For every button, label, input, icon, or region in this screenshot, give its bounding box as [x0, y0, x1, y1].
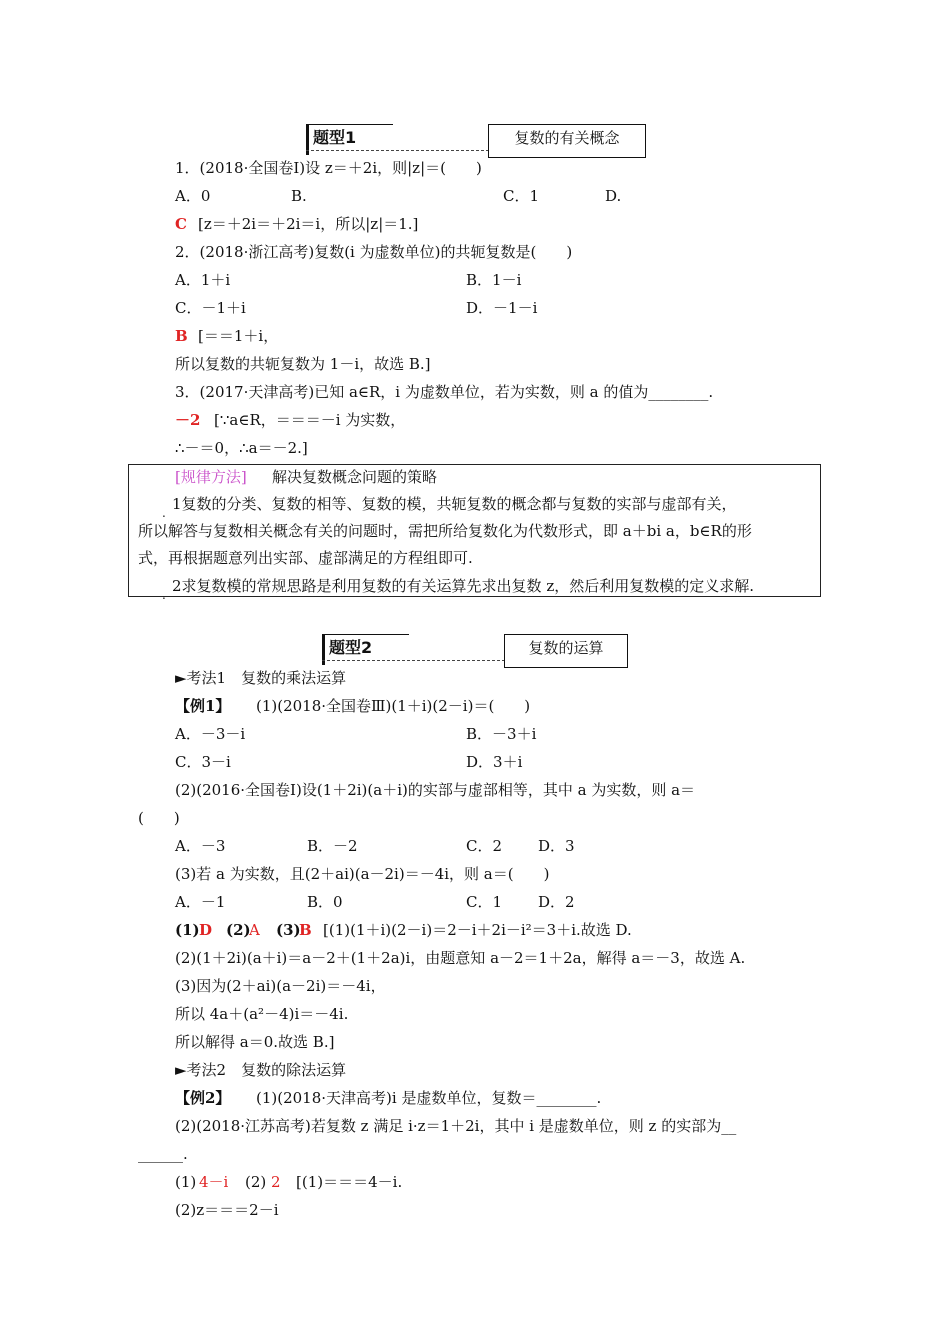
- method-point-1: 1复数的分类、复数的相等、复数的模，共轭复数的概念都与复数的实部与虚部有关，: [172, 495, 737, 513]
- solution-text: 所以复数的共轭复数为 1－i，故选 B.]: [175, 355, 431, 373]
- header-dashed-rule: [322, 634, 505, 661]
- option-d: D．3＋i: [466, 753, 523, 771]
- option-d: D.: [605, 187, 622, 205]
- option-a: A．－1: [175, 893, 226, 911]
- example-part-2: ______.: [138, 1145, 188, 1163]
- example-part-3: (3)若 a 为实数，且(2＋ai)(a－2i)＝－4i，则 a＝( ): [175, 865, 550, 883]
- option-b: B．0: [307, 893, 343, 911]
- example-part-1: (1)(2018·全国卷Ⅲ)(1＋i)(2－i)＝( ): [256, 697, 531, 715]
- option-d: D．3: [538, 837, 575, 855]
- method-heading: ►考法1 复数的乘法运算: [175, 669, 347, 687]
- option-c: C．3－i: [175, 753, 231, 771]
- example-label: 【例2】: [175, 1089, 231, 1107]
- option-b: B．1－i: [466, 271, 522, 289]
- option-b: B.: [291, 187, 307, 205]
- answer-letter: D: [199, 921, 213, 939]
- solution-text: 所以 4a＋(a²－4)i＝－4i.: [175, 1005, 349, 1023]
- section-title: 复数的有关概念: [488, 124, 646, 158]
- option-a: A．－3－i: [175, 725, 246, 743]
- option-c: C．1: [503, 187, 540, 205]
- method-point-2: 2求复数模的常规思路是利用复数的有关运算先求出复数 z，然后利用复数模的定义求解.: [172, 577, 754, 595]
- option-b: B．－2: [307, 837, 358, 855]
- option-c: C．－1＋i: [175, 299, 246, 317]
- answer-letter: A: [249, 921, 260, 939]
- section-title: 复数的运算: [504, 634, 628, 668]
- option-d: D．－1－i: [466, 299, 538, 317]
- question-3-stem: 3．(2017·天津高考)已知 a∈R，i 为虚数单位，若为实数，则 a 的值为________.: [175, 383, 714, 401]
- option-a: A．0: [175, 187, 211, 205]
- answer-letter: C: [175, 215, 187, 233]
- method-title: 解决复数概念问题的策略: [272, 468, 438, 486]
- answer-letter: B: [175, 327, 188, 345]
- question-2-stem: 2．(2018·浙江高考)复数(i 为虚数单位)的共轭复数是( ): [175, 243, 573, 261]
- solution-text: (3)因为(2＋ai)(a－2i)＝－4i，: [175, 977, 386, 995]
- solution-text: [∵a∈R，＝＝＝－i 为实数，: [214, 411, 406, 429]
- method-heading: ►考法2 复数的除法运算: [175, 1061, 347, 1079]
- example-part-2: (2)(2018·江苏高考)若复数 z 满足 i·z＝1＋2i，其中 i 是虚数单位，则 z 的实部为__: [175, 1117, 737, 1135]
- method-label: [规律方法]: [175, 468, 247, 486]
- answer-label: (3): [276, 921, 301, 939]
- answer-value: －2: [175, 411, 201, 429]
- section-1-header: [306, 124, 646, 160]
- section-tag: 题型1: [306, 124, 393, 155]
- method-point-1: 所以解答与复数相关概念有关的问题时，需把所给复数化为代数形式，即 a＋bi a，b∈R的形: [138, 522, 752, 540]
- example-part-1: (1)(2018·天津高考)i 是虚数单位，复数＝________.: [256, 1089, 602, 1107]
- option-c: C．2: [466, 837, 503, 855]
- solution-text: ∴－＝0，∴a＝－2.]: [175, 439, 308, 457]
- example-label: 【例1】: [175, 697, 231, 715]
- solution-text: [＝＝1＋i，: [198, 327, 279, 345]
- answer-label: (1): [175, 1173, 197, 1191]
- answer-letter: B: [299, 921, 312, 939]
- option-d: D．2: [538, 893, 575, 911]
- answer-label: (2): [226, 921, 251, 939]
- list-marker: .: [162, 588, 166, 602]
- list-marker: .: [162, 506, 166, 520]
- section-2-header: [322, 634, 628, 670]
- answer-value: 2: [271, 1173, 281, 1191]
- solution-text: [(1)(1＋i)(2－i)＝2－i＋2i－i²＝3＋i.故选 D.: [323, 921, 632, 939]
- option-c: C．1: [466, 893, 503, 911]
- solution-text: [(1)＝＝＝4－i.: [296, 1173, 403, 1191]
- example-part-2: ( ): [138, 809, 180, 827]
- method-point-1: 式，再根据题意列出实部、虚部满足的方程组即可.: [138, 549, 473, 567]
- option-a: A．－3: [175, 837, 226, 855]
- answer-label: (2): [245, 1173, 267, 1191]
- solution-text: (2)(1＋2i)(a＋i)＝a－2＋(1＋2a)i，由题意知 a－2＝1＋2a，解得 a＝－3，故选 A.: [175, 949, 746, 967]
- example-part-2: (2)(2016·全国卷Ⅰ)设(1＋2i)(a＋i)的实部与虚部相等，其中 a 为实数，则 a＝: [175, 781, 696, 799]
- header-dashed-rule: [306, 124, 489, 151]
- solution-text: (2)z＝＝＝2－i: [175, 1201, 279, 1219]
- section-tag: 题型2: [322, 634, 409, 665]
- answer-label: (1): [175, 921, 200, 939]
- answer-value: 4－i: [199, 1173, 229, 1191]
- solution-text: 所以解得 a＝0.故选 B.]: [175, 1033, 335, 1051]
- solution-text: [z＝＋2i＝＋2i＝i，所以|z|＝1.]: [198, 215, 419, 233]
- option-b: B．－3＋i: [466, 725, 537, 743]
- question-1-stem: 1．(2018·全国卷Ⅰ)设 z＝＋2i，则|z|＝( ): [175, 159, 482, 177]
- option-a: A．1＋i: [175, 271, 231, 289]
